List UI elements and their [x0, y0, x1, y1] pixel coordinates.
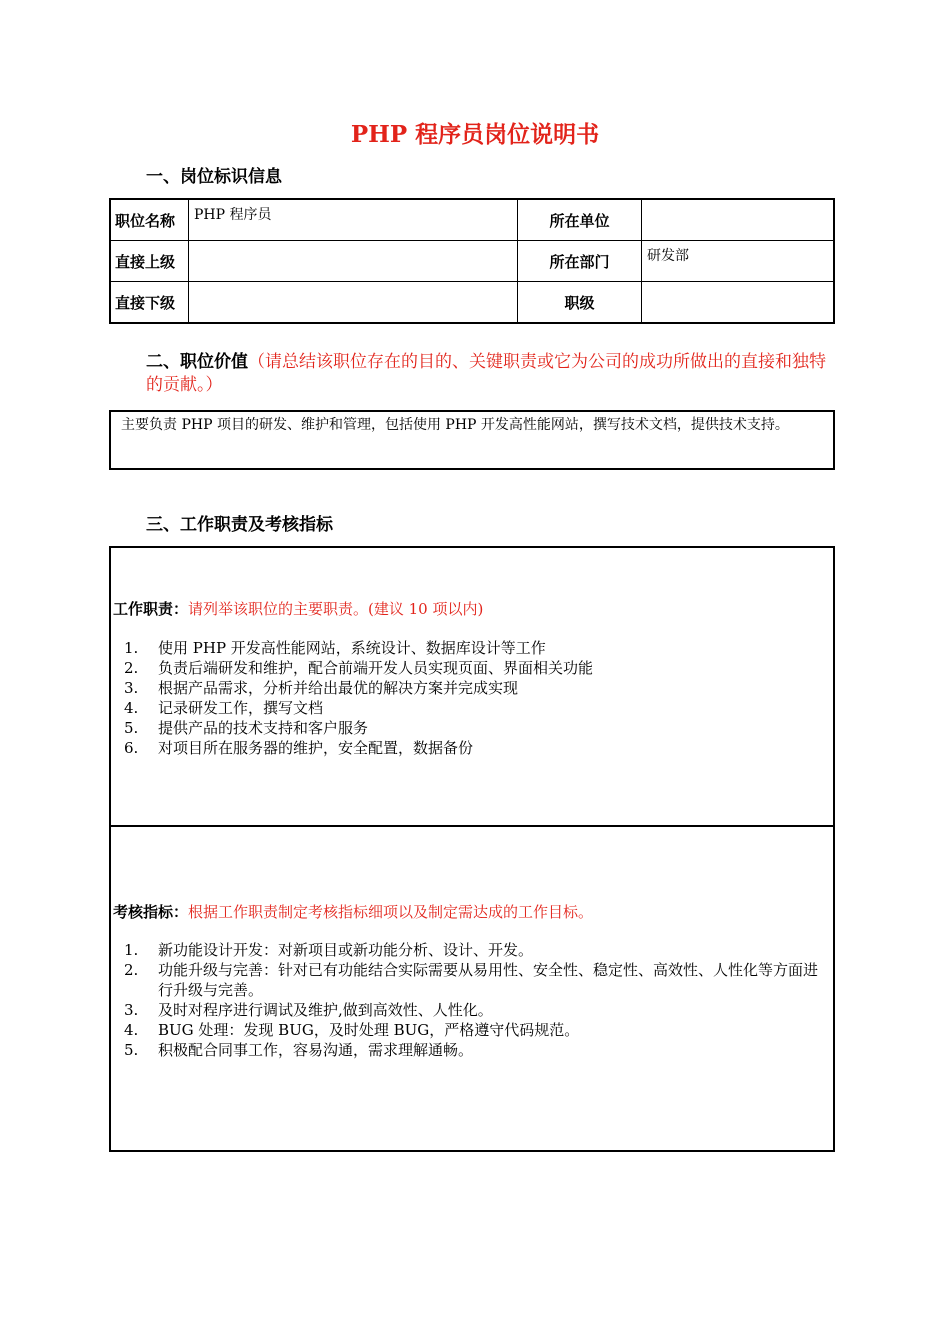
section-divider — [111, 825, 833, 827]
label-unit: 所在单位 — [518, 199, 642, 241]
list-item-text: BUG 处理：发现 BUG，及时处理 BUG，严格遵守代码规范。 — [158, 1021, 580, 1039]
section1-heading: 一、岗位标识信息 — [146, 167, 282, 187]
list-item-number: 5. — [124, 1041, 139, 1059]
kpi-list — [111, 940, 828, 1060]
kpi-label-row — [113, 901, 593, 922]
kpi-label: 考核指标： — [113, 903, 189, 921]
list-item-text: 提供产品的技术支持和客户服务 — [158, 719, 369, 737]
label-job-title: 职位名称 — [110, 199, 189, 241]
duties-kpi-box — [109, 546, 835, 1152]
section2-heading: 二、职位价值 — [146, 352, 248, 372]
label-supervisor: 直接上级 — [110, 241, 189, 282]
section2-heading-block — [146, 351, 836, 397]
list-item-text: 记录研发工作，撰写文档 — [158, 699, 324, 717]
value-supervisor — [189, 241, 518, 282]
list-item-text: 积极配合同事工作，容易沟通，需求理解通畅。 — [158, 1041, 474, 1059]
list-item — [111, 638, 828, 658]
list-item — [111, 718, 828, 738]
table-row — [110, 282, 834, 324]
duties-label-row — [113, 598, 483, 619]
section2-note: （请总结该职位存在的目的、关键职责或它为公司的成功所做出的直接和独特的贡献。） — [146, 352, 826, 395]
list-item-text: 根据产品需求，分析并给出最优的解决方案并完成实现 — [158, 679, 519, 697]
list-item-number: 4. — [124, 699, 139, 717]
list-item-text: 使用 PHP 开发高性能网站，系统设计、数据库设计等工作 — [158, 639, 546, 657]
list-item — [111, 960, 828, 1000]
list-item-text: 负责后端研发和维护，配合前端开发人员实现页面、界面相关功能 — [158, 659, 594, 677]
list-item — [111, 658, 828, 678]
duties-label: 工作职责： — [113, 600, 189, 618]
job-info-table — [109, 198, 835, 324]
list-item — [111, 678, 828, 698]
list-item-number: 6. — [124, 739, 139, 757]
list-item-text: 对项目所在服务器的维护，安全配置，数据备份 — [158, 739, 474, 757]
list-item-number: 2. — [124, 659, 139, 677]
duties-note: 请列举该职位的主要职责。(建议 10 项以内) — [188, 600, 484, 618]
table-row — [110, 199, 834, 241]
list-item-number: 3. — [124, 679, 139, 697]
list-item — [111, 738, 828, 758]
duties-list — [111, 638, 828, 758]
job-value-text: 主要负责 PHP 项目的研发、维护和管理，包括使用 PHP 开发高性能网站，撰写技术文档，提供技术支持。 — [121, 417, 789, 433]
value-unit — [642, 199, 835, 241]
list-item-number: 5. — [124, 719, 139, 737]
value-department: 研发部 — [642, 241, 835, 282]
list-item-text: 新功能设计开发：对新项目或新功能分析、设计、开发。 — [158, 941, 534, 959]
list-item — [111, 1020, 828, 1040]
list-item — [111, 698, 828, 718]
value-rank — [642, 282, 835, 324]
list-item — [111, 940, 828, 960]
value-job-title: PHP 程序员 — [189, 199, 518, 241]
list-item-number: 1. — [124, 941, 139, 959]
list-item-number: 2. — [124, 961, 139, 979]
kpi-note: 根据工作职责制定考核指标细项以及制定需达成的工作目标。 — [188, 903, 594, 921]
list-item-number: 3. — [124, 1001, 139, 1019]
value-subordinate — [189, 282, 518, 324]
document-title: PHP 程序员岗位说明书 — [350, 121, 600, 148]
table-row — [110, 241, 834, 282]
label-subordinate: 直接下级 — [110, 282, 189, 324]
job-value-box — [109, 410, 835, 470]
label-department: 所在部门 — [518, 241, 642, 282]
label-rank: 职级 — [518, 282, 642, 324]
list-item-text: 功能升级与完善：针对已有功能结合实际需要从易用性、安全性、稳定性、高效性、人性化等方面进行升级与完善。 — [158, 961, 819, 999]
list-item-number: 4. — [124, 1021, 139, 1039]
list-item-text: 及时对程序进行调试及维护,做到高效性、人性化。 — [158, 1001, 493, 1019]
list-item — [111, 1040, 828, 1060]
list-item — [111, 1000, 828, 1020]
section3-heading: 三、工作职责及考核指标 — [146, 515, 333, 535]
list-item-number: 1. — [124, 639, 139, 657]
